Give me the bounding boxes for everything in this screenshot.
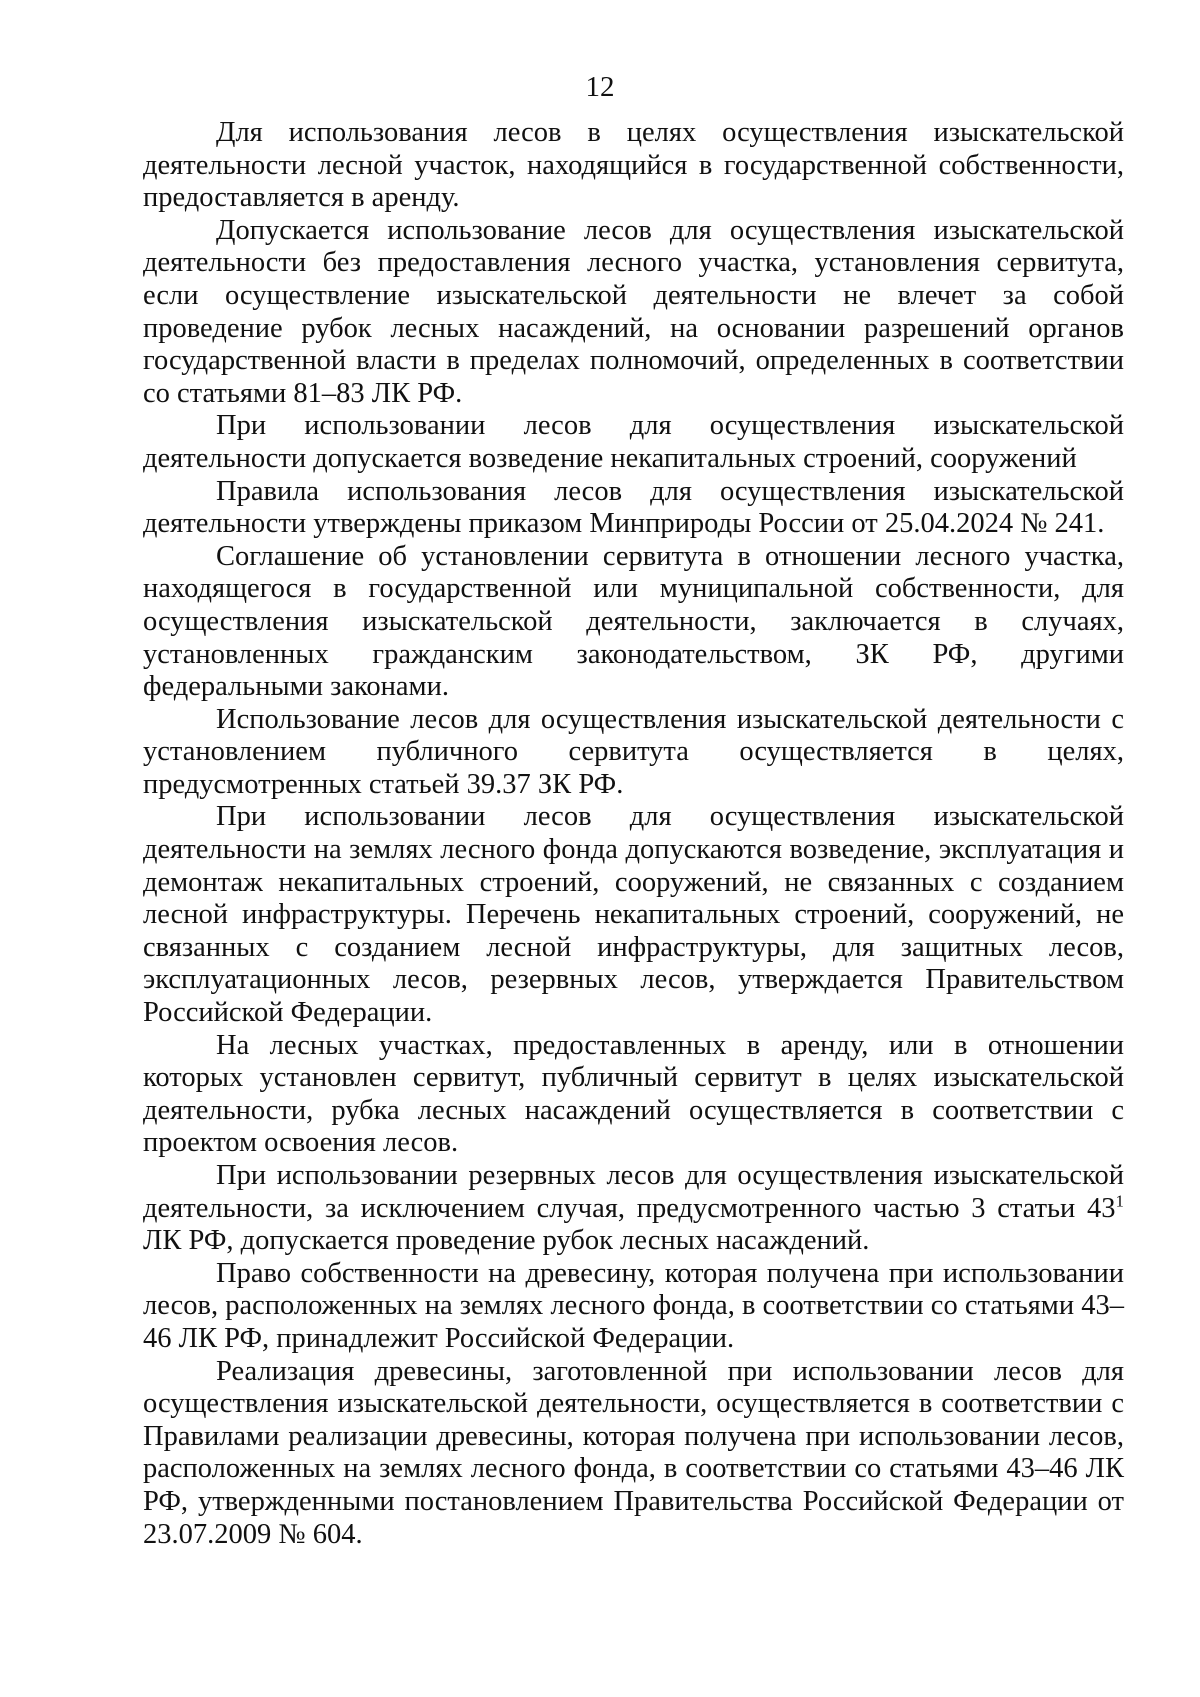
reserve-text-after: ЛК РФ, допускается проведение рубок лесных насаждений. — [143, 1225, 870, 1257]
paragraph-temporary-structures: При использовании лесов для осуществления изыскательской деятельности допускается возведение некапитальных строений, сооружений — [143, 410, 1124, 474]
article-superscript: 1 — [1115, 1191, 1124, 1211]
paragraph-forest-fund-structures: При использовании лесов для осуществления изыскательской деятельности на землях лесного фонда допускаются возведение, эксплуатация и демонтаж некапитальных строений, сооружений, не связанных с созданием лесной инфраструктуры. Перечень некапитальных строений, сооружений, не связанных с созданием лесной инфраструктуры, для защитных лесов, эксплуатационных лесов, резервных лесов, утверждается Правительством Российской Федерации. — [143, 801, 1124, 1029]
paragraph-reserve-forests — [143, 1160, 1124, 1258]
paragraph-rules-order: Правила использования лесов для осуществления изыскательской деятельности утверждены приказом Минприроды России от 25.04.2024 № 241. — [143, 475, 1124, 540]
reserve-text-before: При использовании резервных лесов для осуществления изыскательской деятельности, за исключением случая, предусмотренного частью 3 статьи 43 — [143, 1160, 1124, 1224]
paragraph-logging-project: На лесных участках, предоставленных в аренду, или в отношении которых установлен сервитут, публичный сервитут в целях изыскательской деятельности, рубка лесных насаждений осуществляется в соответствии с проектом освоения лесов. — [143, 1029, 1124, 1159]
page-number: 12 — [585, 71, 615, 103]
paragraph-public-servitude: Использование лесов для осуществления изыскательской деятельности с установлением публичного сервитута осуществляется в целях, предусмотренных статьей 39.37 ЗК РФ. — [143, 703, 1124, 800]
paragraph-wood-sale: Реализация древесины, заготовленной при использовании лесов для осуществления изыскательской деятельности, осуществляется в соответствии с Правилами реализации древесины, которая получена при использовании лесов, расположенных на землях лесного фонда, в соответствии со статьями 43–46 ЛК РФ, утвержденными постановлением Правительства Российской Федерации от 23.07.2009 № 604. — [143, 1355, 1124, 1550]
paragraph-without-plot: Допускается использование лесов для осуществления изыскательской деятельности без предоставления лесного участка, установления сервитута, если осуществление изыскательской деятельности не влечет за собой проведение рубок лесных насаждений, на основании разрешений органов государственной власти в пределах полномочий, определенных в соответствии со статьями 81–83 ЛК РФ. — [143, 214, 1124, 409]
paragraph-lease: Для использования лесов в целях осуществления изыскательской деятельности лесной участок, находящийся в государственной собственности, предоставляется в аренду. — [143, 117, 1124, 214]
document-body — [143, 117, 1124, 1551]
paragraph-servitude-agreement: Соглашение об установлении сервитута в отношении лесного участка, находящегося в государственной или муниципальной собственности, для осуществления изыскательской деятельности, заключается в случаях, установленных гражданским законодательством, ЗК РФ, другими федеральными законами. — [143, 540, 1124, 703]
paragraph-wood-ownership: Право собственности на древесину, которая получена при использовании лесов, расположенных на землях лесного фонда, в соответствии со статьями 43–46 ЛК РФ, принадлежит Российской Федерации. — [143, 1257, 1124, 1354]
